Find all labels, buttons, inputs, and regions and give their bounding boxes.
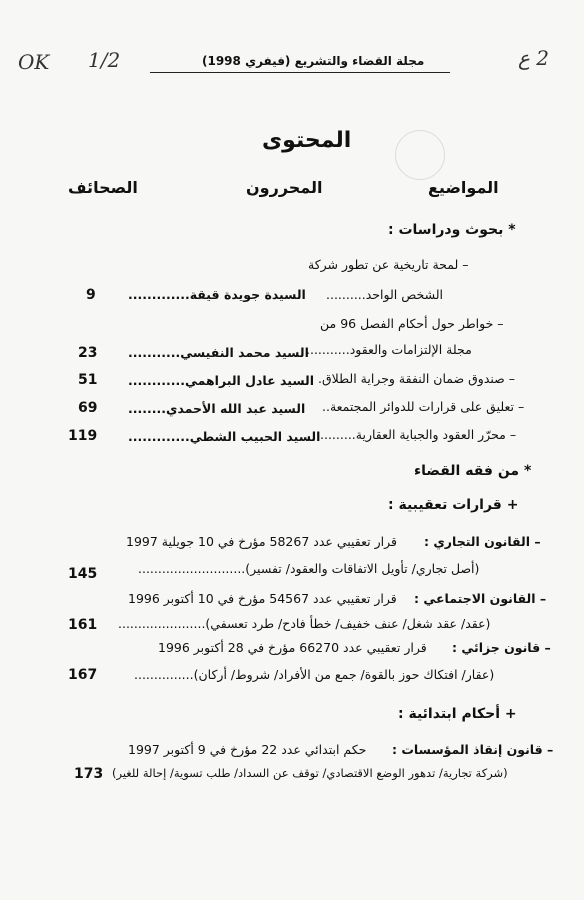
- toc-page-number: 145: [68, 566, 98, 582]
- faint-stamp: [395, 130, 445, 180]
- toc-entry-author: السيد محمد النفيسي...........: [128, 345, 309, 360]
- toc-entry-line: قرار تعقيبي عدد 58267 مؤرخ في 10 جويلية 1997: [126, 534, 397, 549]
- handwritten-ok: OK: [18, 50, 50, 74]
- toc-entry-line: (عقار/ افتكاك حوز بالقوة/ جمع من الأفراد/ شروط/ أركان)...............: [134, 667, 495, 682]
- toc-entry-label: – قانون جزائي :: [452, 640, 551, 655]
- toc-entry-line: – محرّر العقود والجباية العقارية.........: [320, 427, 517, 442]
- section-jurisprudence: * من فقه القضاء: [414, 463, 532, 479]
- journal-header: مجلة القضاء والتشريع (فيفري 1998): [202, 54, 425, 68]
- column-header-editors: المحررون: [246, 178, 323, 197]
- toc-page-number: 119: [68, 428, 98, 444]
- toc-entry-line: – خواطر حول أحكام الفصل 96 من: [320, 316, 504, 331]
- section-research: * بحوث ودراسات :: [388, 222, 516, 238]
- toc-entry-line: (أصل تجاري/ تأويل الاتفاقات والعقود/ تفسير)...........................: [138, 561, 480, 576]
- toc-entry-author: السيد عادل البراهمي............: [128, 373, 315, 388]
- toc-entry-label: – قانون إنقاذ المؤسسات :: [392, 742, 554, 757]
- toc-page-number: 23: [78, 345, 98, 361]
- toc-page-number: 9: [86, 287, 96, 303]
- toc-entry-author: السيد عبد الله الأحمدي........: [128, 401, 306, 416]
- toc-entry-line: قرار تعقيبي عدد 66270 مؤرخ في 28 أكتوبر 1996: [158, 640, 427, 655]
- toc-page-number: 69: [78, 400, 98, 416]
- column-header-topics: المواضيع: [428, 178, 499, 197]
- toc-entry-line: (عقد/ عقد شغل/ عنف خفيف/ خطأ فادح/ طرد تعسفي)......................: [118, 616, 491, 631]
- toc-entry-author: السيد الحبيب الشطي.............: [128, 429, 321, 444]
- section-primary-judgments: + أحكام ابتدائية :: [398, 706, 517, 722]
- toc-entry-label: – القانون التجاري :: [424, 534, 541, 549]
- toc-entry-line: قرار تعقيبي عدد 54567 مؤرخ في 10 أكتوبر 1996: [128, 591, 397, 606]
- toc-page-number: 173: [74, 766, 104, 782]
- toc-page-number: 167: [68, 667, 98, 683]
- section-cassation: + قرارات تعقيبية :: [388, 497, 519, 513]
- page-title: المحتوى: [262, 128, 352, 153]
- toc-page-number: 161: [68, 617, 98, 633]
- toc-entry-line: – صندوق ضمان النفقة وجراية الطلاق.: [318, 371, 516, 386]
- toc-entry-label: – القانون الاجتماعي :: [414, 591, 547, 606]
- toc-entry-line: مجلة الإلتزامات والعقود...........: [306, 342, 472, 357]
- header-rule: [150, 72, 450, 73]
- toc-entry-author: السيدة جويدة قيقة.............: [128, 287, 306, 302]
- toc-page-number: 51: [78, 372, 98, 388]
- toc-entry-line: – تعليق على قرارات للدوائر المجتمعة..: [322, 399, 525, 414]
- toc-entry-line: الشخص الواحد..........: [326, 287, 444, 302]
- handwritten-page-mark: 2 ع: [518, 46, 550, 70]
- toc-entry-line: (شركة تجارية/ تدهور الوضع الاقتصادي/ توقف عن السداد/ طلب تسوية/ إحالة للغير): [112, 766, 508, 780]
- toc-entry-line: – لمحة تاريخية عن تطور شركة: [308, 257, 469, 272]
- column-header-pages: الصحائف: [68, 178, 138, 197]
- handwritten-fraction: 1/2: [88, 48, 121, 72]
- toc-entry-line: حكم ابتدائي عدد 22 مؤرخ في 9 أكتوبر 1997: [128, 742, 367, 757]
